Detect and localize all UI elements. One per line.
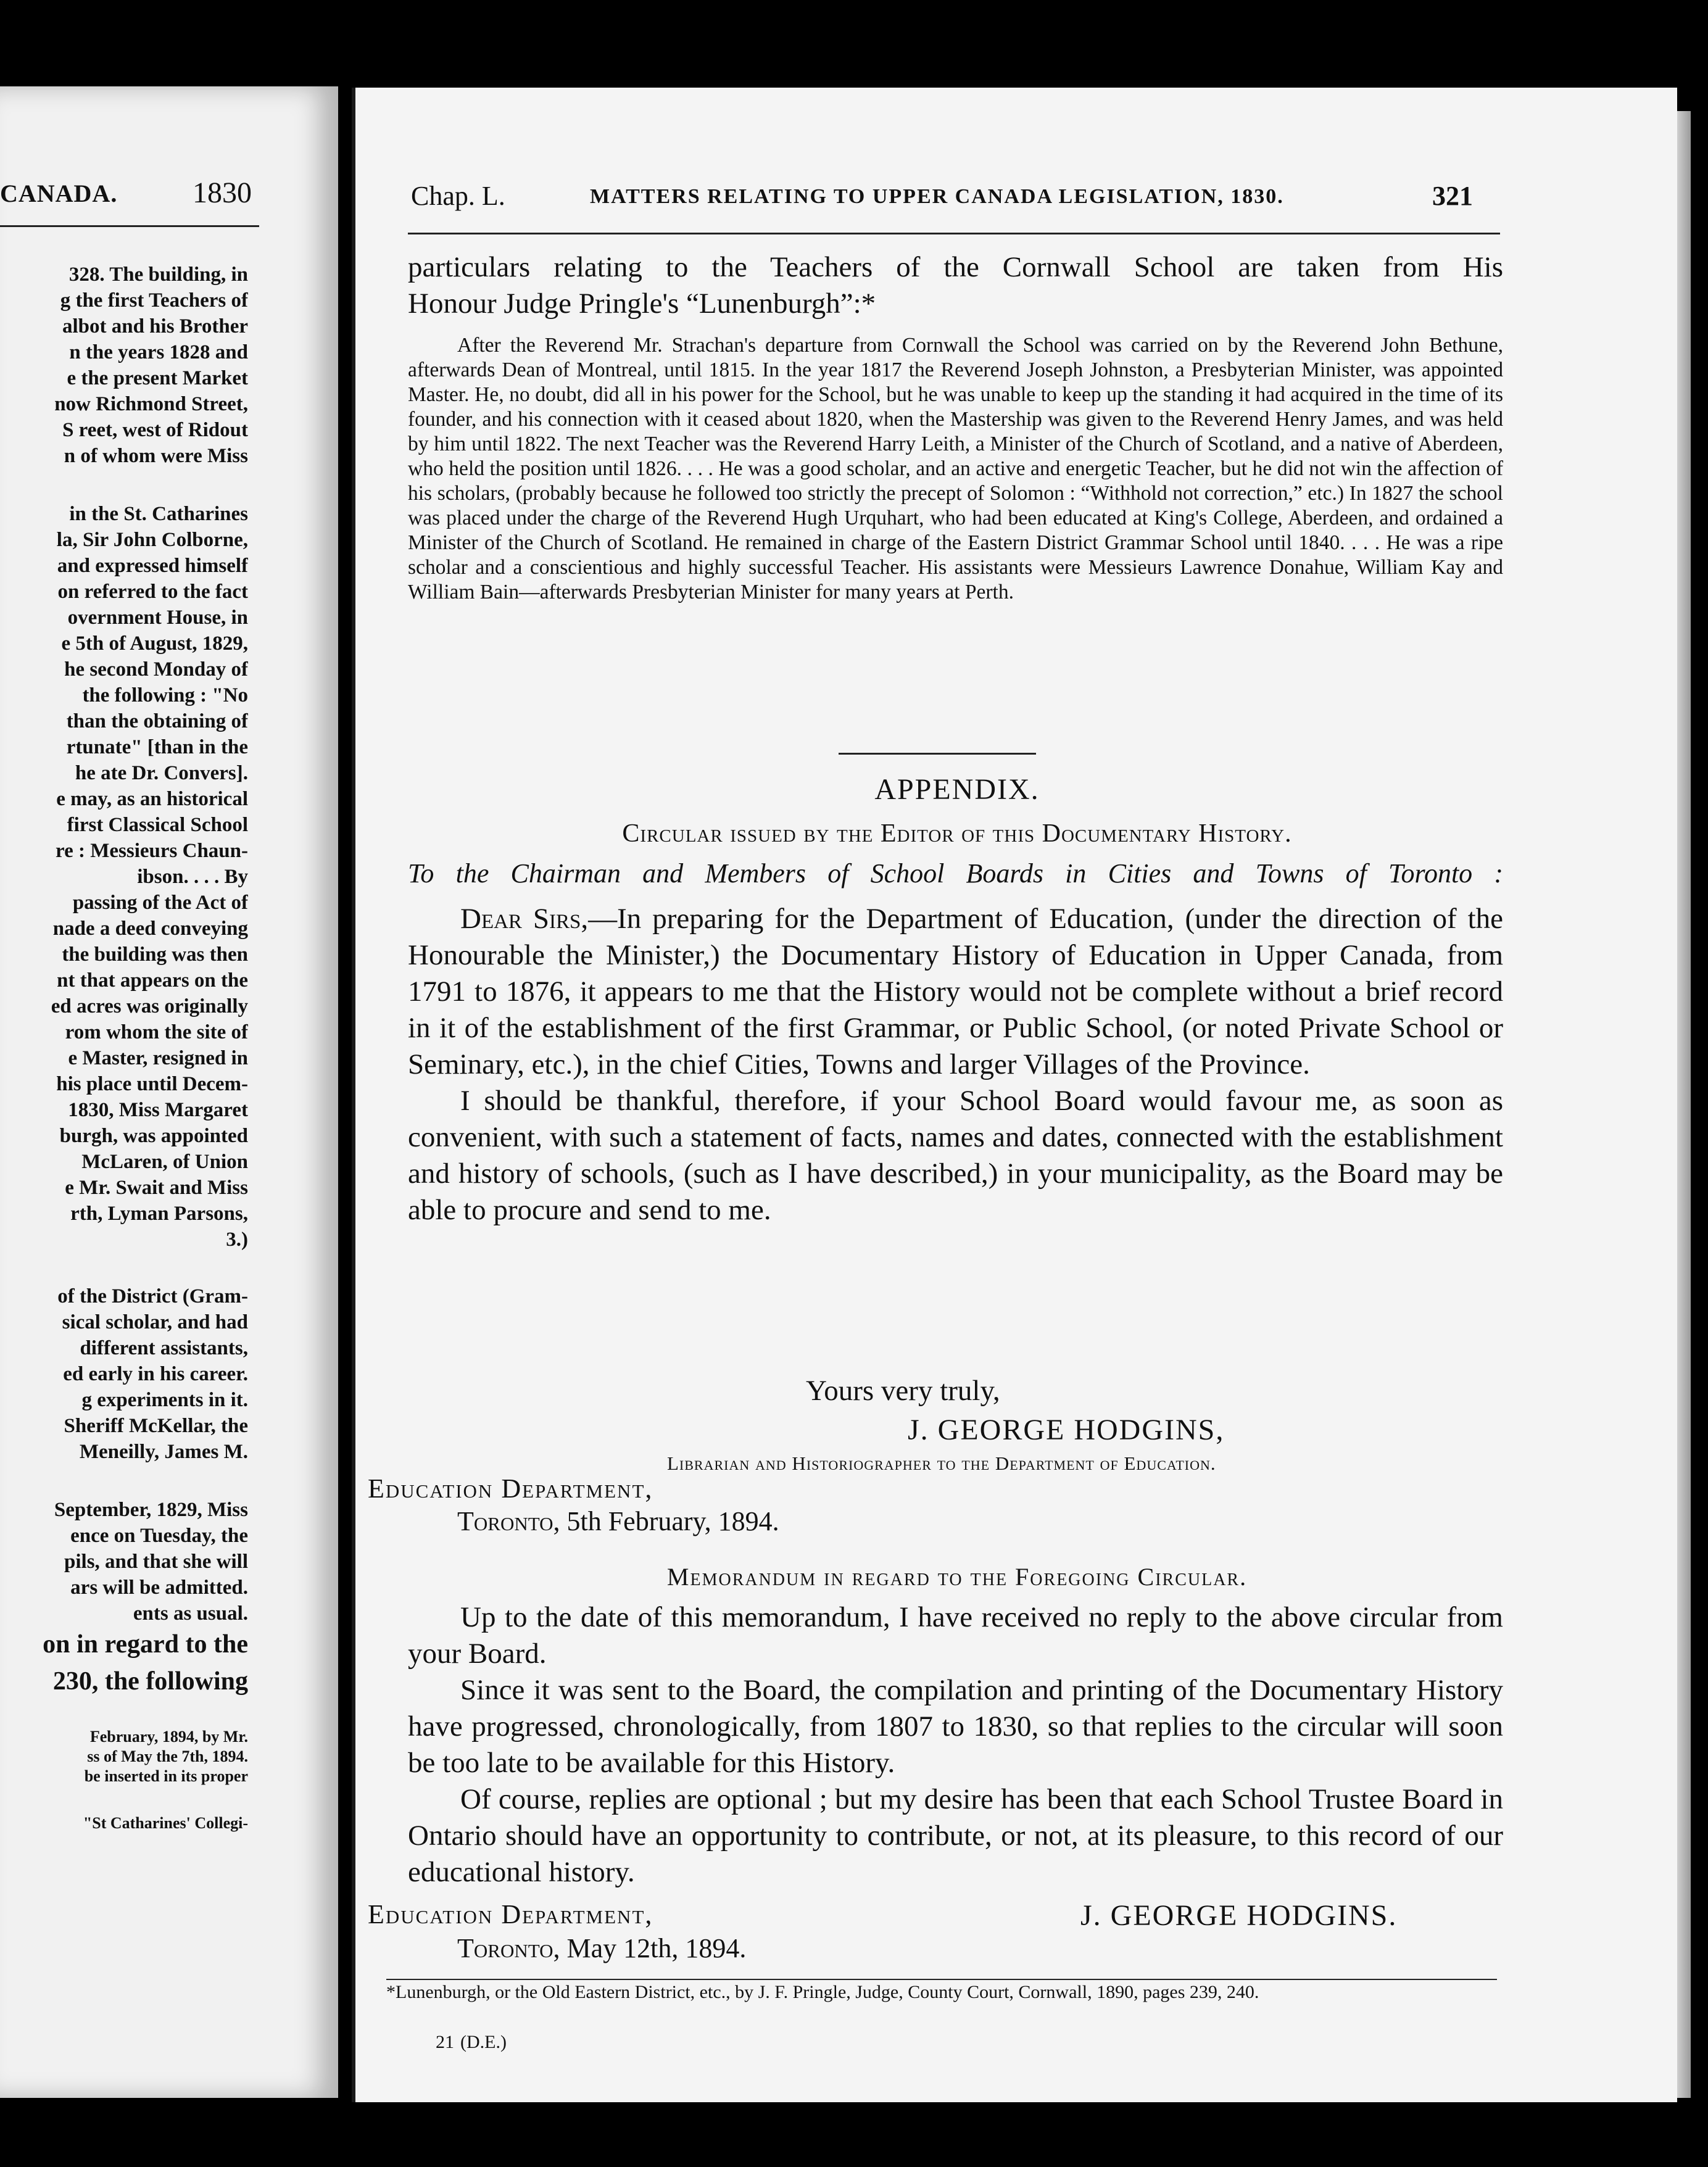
- chapter-label: Chap. L.: [411, 181, 505, 211]
- left-page-line: nade a deed conveying: [52, 918, 248, 940]
- circular-letter: [408, 901, 1503, 1229]
- left-page-line: albot and his Brother: [62, 315, 248, 338]
- addressee: To the Chairman and Members of School Boards in Cities and Towns of Toronto :: [408, 858, 1503, 889]
- left-page-line: ed early in his career.: [63, 1363, 248, 1385]
- memorandum-body: [408, 1599, 1503, 1891]
- left-page-line: the building was then: [62, 943, 248, 966]
- left-page-line: different assistants,: [80, 1337, 248, 1359]
- signer-name: J. GEORGE HODGINS,: [908, 1414, 1225, 1446]
- left-page-line: now Richmond Street,: [54, 393, 248, 415]
- left-page-line: pils, and that she will: [64, 1551, 248, 1573]
- left-page-line: overnment House, in: [67, 607, 248, 629]
- memo-signer: J. GEORGE HODGINS.: [1080, 1899, 1398, 1932]
- intro-line-1: particulars relating to the Teachers of the Cornwall School are taken from His: [408, 251, 1503, 283]
- left-page-line: passing of the Act of: [72, 892, 248, 914]
- memo-paragraph-2: Since it was sent to the Board, the compilation and printing of the Documentary History have progressed, chronologically, from 1807 to 1830, so that replies to the circular will soon be too late to be available for this History.: [408, 1674, 1503, 1779]
- left-page-line: rth, Lyman Parsons,: [70, 1203, 248, 1225]
- signer-title: Librarian and Historiographer to the Department of Education.: [667, 1452, 1216, 1474]
- left-page-line: Meneilly, James M.: [79, 1441, 248, 1463]
- left-page-line: e the present Market: [67, 367, 248, 389]
- left-page-line: ence on Tuesday, the: [70, 1525, 248, 1547]
- left-page-line: he ate Dr. Convers].: [75, 762, 248, 784]
- left-page-line: on in regard to the: [43, 1630, 248, 1659]
- left-page-year: 1830: [193, 176, 252, 209]
- left-page-line: sical scholar, and had: [62, 1311, 248, 1333]
- quote-text: After the Reverend Mr. Strachan's departure from Cornwall the School was carried on by the Reverend John Bethune, afterwards Dean of Montreal, until 1815. In the year 1817 the Reverend Joseph Johnston, a Presbyterian Minister, was appointed Master. He, no doubt, did all in his power for the School, but he was unable to keep up the standing it had acquired in the time of its founder, and his connection with it ceased about 1820, when the Mastership was given to the Reverend Henry James, and was held by him until 1822. The next Teacher was the Reverend Harry Leith, a Minister of the Church of Scotland, and a native of Aberdeen, who held the position until 1826. . . . He was a good scholar, and an active and energetic Teacher, but he did not win the affection of his scholars, (probably because he followed too strictly the precept of Solomon : “Withhold not correction,” etc.) In 1827 the school was placed under the charge of the Reverend Hugh Urquhart, who had been educated at King's College, Aberdeen, and ordained a Minister of the Church of Scotland. He remained in charge of the Eastern District Grammar School until 1840. . . . He was a ripe scholar and a conscientious and highly successful Teacher. His assistants were Messieurs Lawrence Donahue, William Kay and William Bain—afterwards Presbyterian Minister for many years at Perth.: [408, 334, 1503, 603]
- circular-title: Circular issued by the Editor of this Documentary History.: [622, 819, 1292, 848]
- left-page-line: e may, as an historical: [56, 788, 248, 810]
- left-page-line: be inserted in its proper: [84, 1767, 248, 1785]
- left-page-line: ars will be admitted.: [70, 1577, 248, 1599]
- memo-dateline-place: Toronto,: [457, 1933, 560, 1963]
- left-page-header: CANADA.: [0, 180, 118, 207]
- left-page-line: "St Catharines' Collegi-: [83, 1814, 248, 1832]
- left-page-line: e 5th of August, 1829,: [61, 632, 248, 655]
- left-page-line: February, 1894, by Mr.: [89, 1728, 248, 1746]
- left-page-line: and expressed himself: [57, 555, 248, 577]
- left-page: [0, 86, 338, 2098]
- left-page-line: ss of May the 7th, 1894.: [87, 1747, 248, 1765]
- left-page-line: ed acres was originally: [51, 995, 248, 1017]
- left-page-line: 1830, Miss Margaret: [68, 1099, 248, 1121]
- intro-paragraph: [408, 249, 1503, 322]
- left-page-line: ents as usual.: [133, 1602, 248, 1625]
- left-page-line: rtunate" [than in the: [66, 736, 248, 758]
- left-page-line: burgh, was appointed: [59, 1125, 248, 1147]
- page-number: 321: [1432, 181, 1473, 211]
- memorandum-title: Memorandum in regard to the Foregoing Circular.: [666, 1563, 1248, 1591]
- left-page-line: he second Monday of: [64, 658, 248, 681]
- footnote: *Lunenburgh, or the Old Eastern District, etc., by J. F. Pringle, Judge, County Court, Cornwall, 1890, pages 239, 240.: [386, 1982, 1259, 2002]
- footnote-rule: [386, 1979, 1497, 1980]
- left-page-line: of the District (Gram-: [57, 1285, 248, 1307]
- left-page-rule: [0, 225, 259, 227]
- dateline: [457, 1506, 779, 1537]
- left-page-line: his place until Decem-: [56, 1073, 248, 1095]
- section-divider: [839, 753, 1036, 755]
- left-page-line: McLaren, of Union: [81, 1151, 248, 1173]
- header-rule: [408, 233, 1500, 234]
- left-page-line: 230, the following: [52, 1667, 248, 1696]
- salutation: Dear Sirs,: [460, 903, 589, 935]
- dateline-date: 5th February, 1894.: [560, 1506, 779, 1536]
- left-page-line: g the first Teachers of: [60, 289, 248, 312]
- left-page-line: first Classical School: [67, 814, 248, 836]
- memo-paragraph-1: Up to the date of this memorandum, I have received no reply to the above circular from your Board.: [408, 1601, 1503, 1670]
- letter-paragraph-2: I should be thankful, therefore, if your School Board would favour me, as soon as convenient, with such a statement of facts, names and dates, connected with the establishment and history of schools, (such as I have described,) in your municipality, as the Board may be able to procure and send to me.: [408, 1085, 1503, 1226]
- left-page-line: S reet, west of Ridout: [62, 419, 248, 441]
- left-page-line: than the obtaining of: [66, 710, 248, 732]
- left-page-line: 328. The building, in: [68, 263, 248, 286]
- left-page-line: la, Sir John Colborne,: [56, 529, 248, 551]
- left-page-line: the following : "No: [82, 684, 248, 706]
- left-page-line: n of whom were Miss: [64, 445, 248, 467]
- left-page-line: ibson. . . . By: [137, 866, 248, 888]
- block-quote: [408, 333, 1503, 605]
- letter-closing: Yours very truly,: [806, 1375, 1000, 1407]
- memo-dateline: [457, 1933, 746, 1964]
- left-page-line: rom whom the site of: [65, 1021, 248, 1043]
- appendix-heading: APPENDIX.: [874, 773, 1040, 806]
- left-page-line: e Master, resigned in: [68, 1047, 248, 1069]
- memo-department-line: Education Department,: [368, 1899, 653, 1929]
- left-page-line: e Mr. Swait and Miss: [65, 1177, 248, 1199]
- left-page-line: g experiments in it.: [81, 1389, 248, 1411]
- left-page-line: 3.): [226, 1229, 248, 1251]
- left-page-line: nt that appears on the: [57, 969, 248, 992]
- department-line: Education Department,: [368, 1473, 653, 1504]
- left-page-line: in the St. Catharines: [69, 503, 248, 525]
- left-page-line: re : Messieurs Chaun-: [56, 840, 248, 862]
- signature-code: (D.E.): [460, 2032, 507, 2052]
- memo-paragraph-3: Of course, replies are optional ; but my desire has been that each School Trustee Board in Ontario should have an opportunity to contribute, or not, at its pleasure, to this record of our educational history.: [408, 1783, 1503, 1888]
- left-page-line: n the years 1828 and: [69, 341, 248, 363]
- letter-paragraph-1-text: —In preparing for the Department of Education, (under the direction of the Honourable the Minister,) the Documentary History of Education in Upper Canada, from 1791 to 1876, it appears to me that the History would not be complete without a brief record in it of the establishment of the first Grammar, or Public School, (or noted Private School or Seminary, etc.), in the chief Cities, Towns and larger Villages of the Province.: [408, 903, 1503, 1080]
- signature-mark: [436, 2025, 507, 2054]
- page-edge: [1677, 111, 1691, 2098]
- left-page-line: Sheriff McKellar, the: [64, 1415, 248, 1437]
- page: [352, 88, 1677, 2102]
- left-page-line: on referred to the fact: [57, 581, 248, 603]
- left-page-line: September, 1829, Miss: [54, 1499, 248, 1521]
- letter-paragraph-1: [408, 901, 1503, 1083]
- dateline-place: Toronto,: [457, 1506, 560, 1536]
- memo-dateline-date: May 12th, 1894.: [560, 1933, 747, 1963]
- running-title: MATTERS RELATING TO UPPER CANADA LEGISLATION, 1830.: [590, 185, 1284, 208]
- intro-line-2: Honour Judge Pringle's “Lunenburgh”:*: [408, 288, 876, 320]
- signature-number: 21: [436, 2032, 454, 2052]
